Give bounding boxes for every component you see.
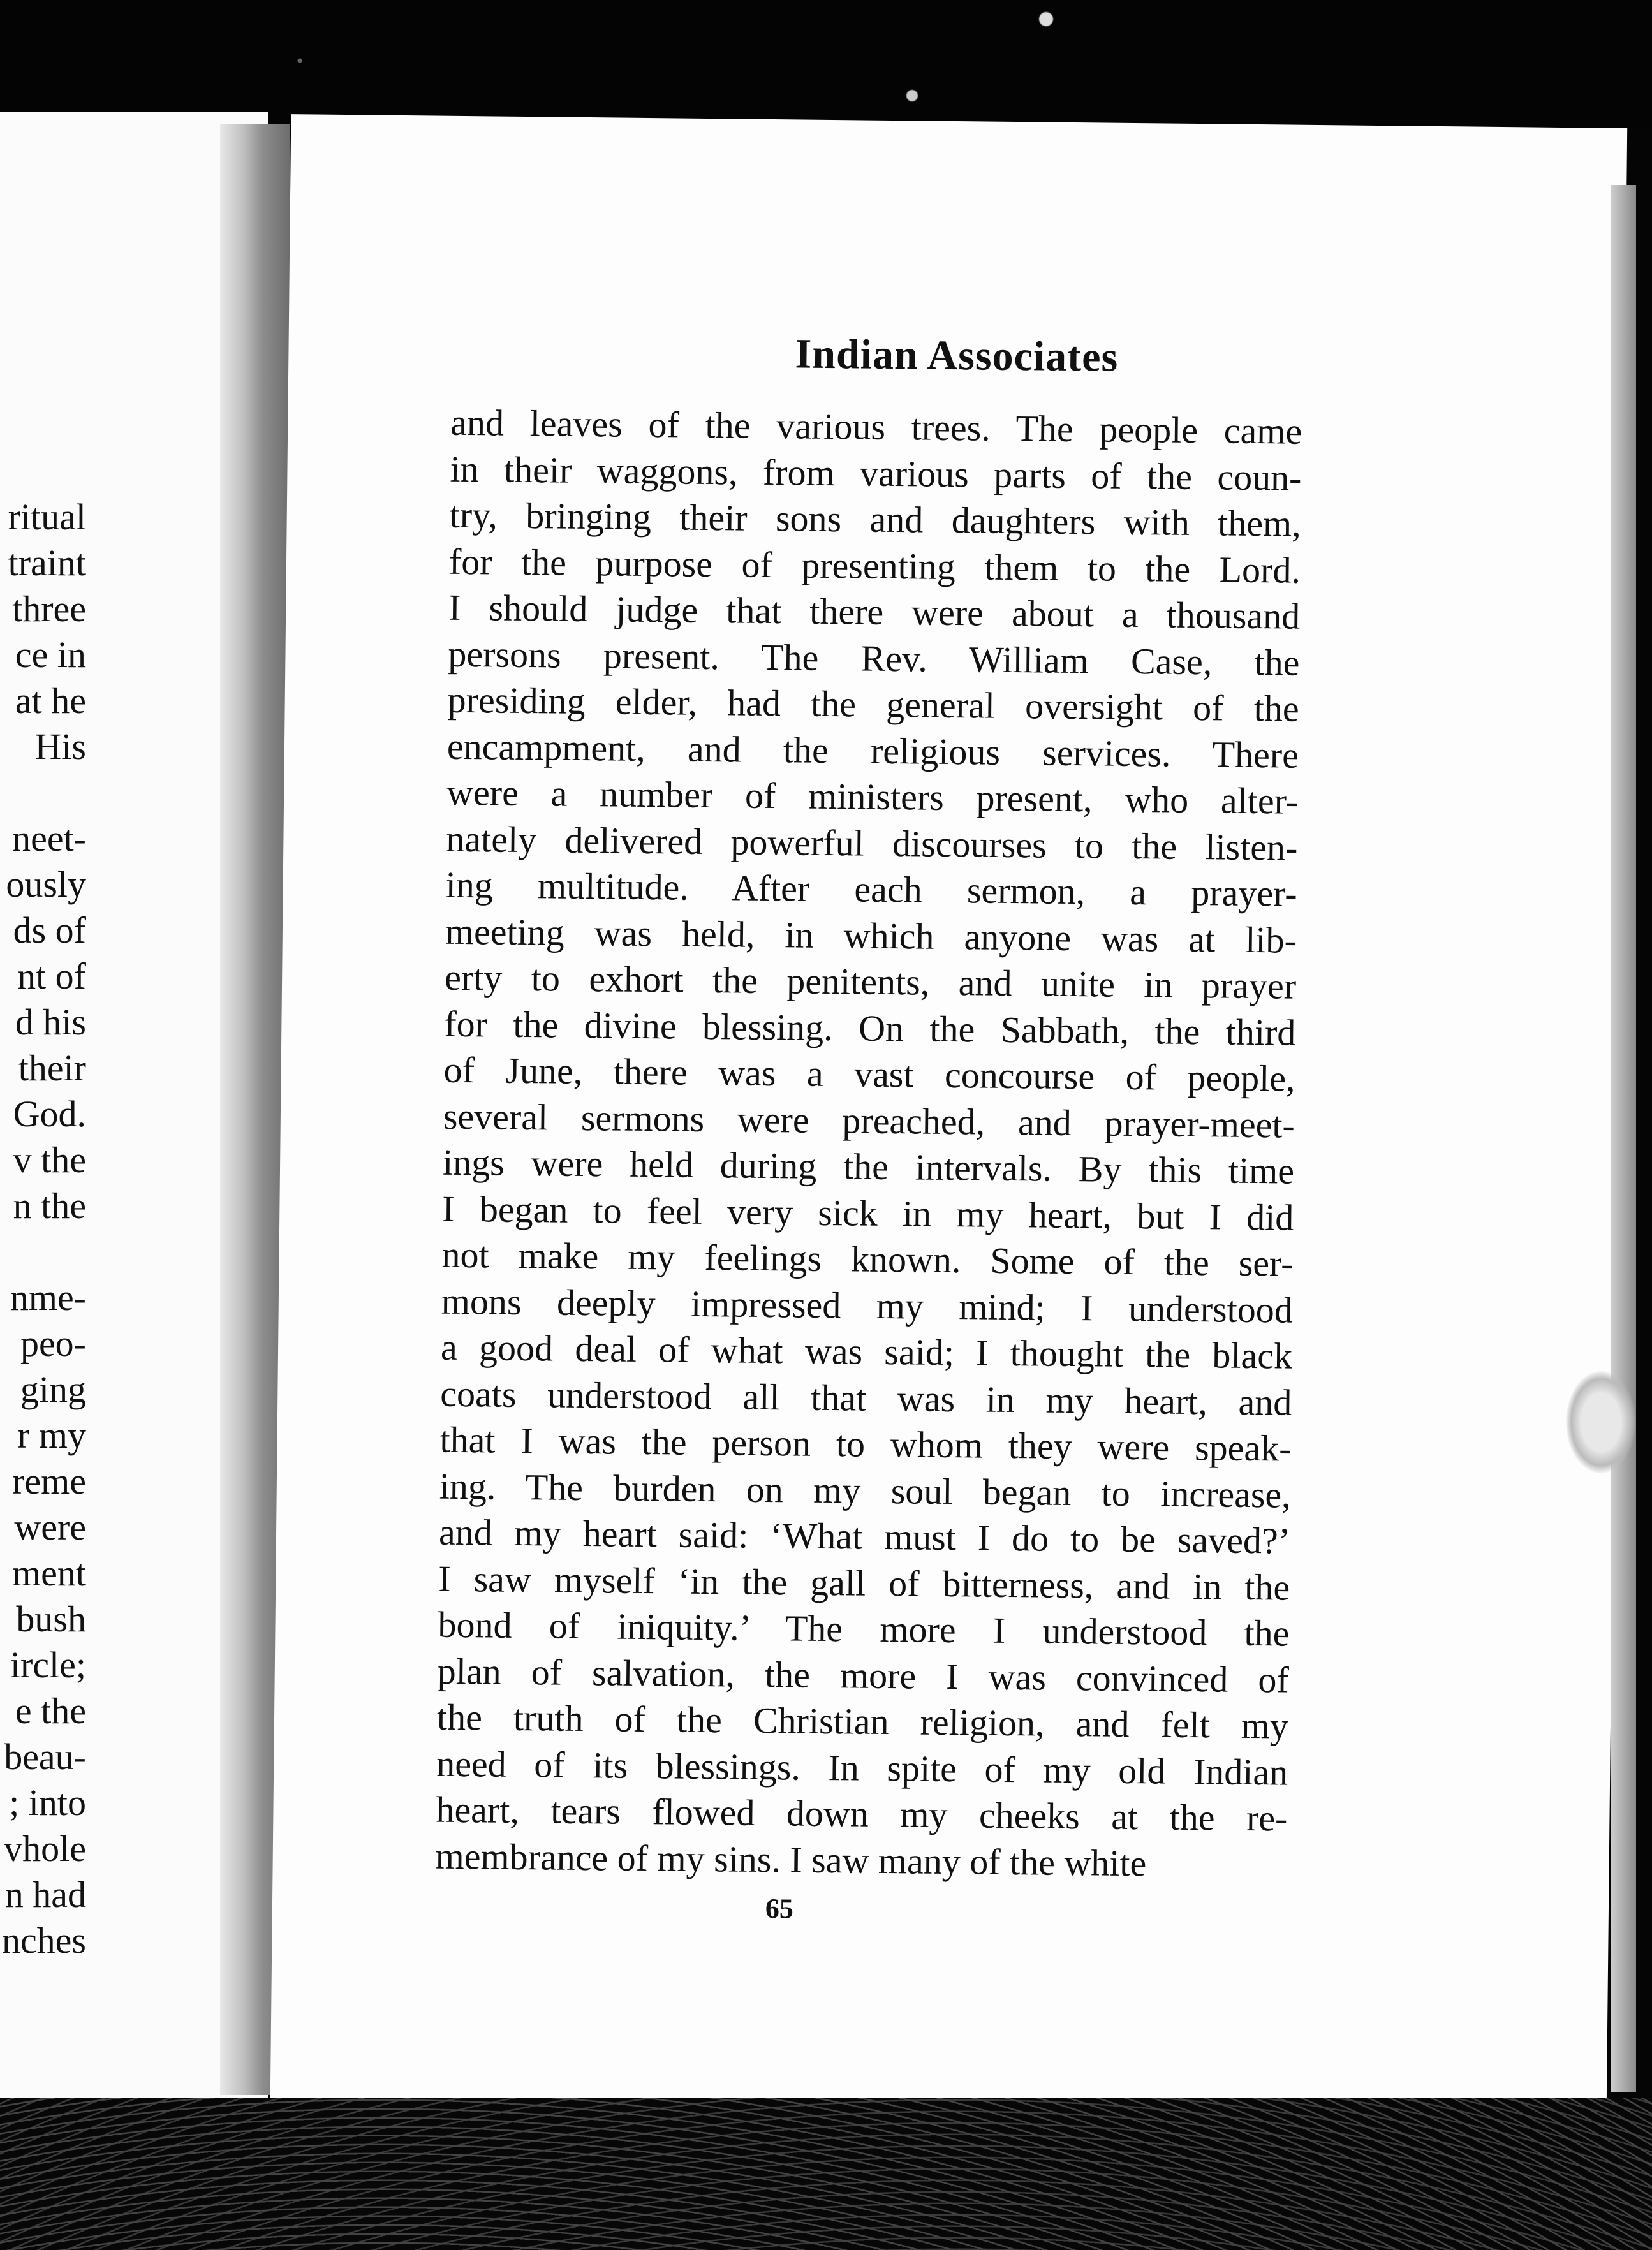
text-line: heart, tears flowed down my cheeks at the re- bbox=[436, 1788, 1288, 1839]
left-page-line: ce in bbox=[15, 634, 86, 675]
text-line: need of its blessings. In spite of my old Indian bbox=[436, 1742, 1288, 1793]
left-page-line: ging bbox=[20, 1369, 86, 1410]
page-stain bbox=[1566, 1371, 1636, 1473]
page-number: 65 bbox=[765, 1893, 794, 1925]
text-line: encampment, and the religious services. There bbox=[446, 725, 1299, 776]
text-line: a good deal of what was said; I thought the black bbox=[440, 1326, 1293, 1377]
left-page-line: three bbox=[12, 588, 86, 629]
left-page-line: beau- bbox=[4, 1736, 86, 1777]
left-page-line: ritual bbox=[8, 496, 86, 538]
left-page-line: e the bbox=[15, 1690, 86, 1732]
left-page-line: vhole bbox=[4, 1828, 86, 1869]
left-page-line bbox=[0, 770, 86, 816]
left-page-line: ; into bbox=[9, 1782, 86, 1823]
left-page-line: n the bbox=[13, 1185, 86, 1226]
text-line: were a number of ministers present, who alter- bbox=[446, 771, 1299, 822]
text-line: I began to feel very sick in my heart, but I did bbox=[442, 1188, 1294, 1239]
text-line: membrance of my sins. I saw many of the white bbox=[435, 1835, 1147, 1884]
left-page-text-fragments bbox=[0, 494, 86, 1964]
left-page-line: were bbox=[14, 1506, 86, 1548]
page-body-text bbox=[435, 400, 1302, 1888]
left-page-line: nme- bbox=[10, 1277, 86, 1318]
right-page bbox=[270, 114, 1627, 2112]
text-line: nately delivered powerful discourses to the listen- bbox=[446, 818, 1298, 869]
scan-border-top bbox=[0, 0, 1652, 128]
text-line: ings were held during the intervals. By this time bbox=[442, 1141, 1295, 1192]
text-line: I should judge that there were about a thousand bbox=[448, 586, 1301, 637]
left-page-line: His bbox=[34, 726, 86, 767]
text-line: erty to exhort the penitents, and unite in prayer bbox=[444, 956, 1297, 1007]
left-page-line: nches bbox=[1, 1920, 86, 1961]
left-page-line: traint bbox=[8, 542, 86, 584]
left-page-line: bush bbox=[16, 1598, 86, 1640]
scan-border-bottom bbox=[0, 2098, 1652, 2250]
text-line: and leaves of the various trees. The people came bbox=[450, 401, 1302, 452]
left-page-line: neet- bbox=[12, 818, 86, 859]
text-line: I saw myself ‘in the gall of bitterness, and in the bbox=[438, 1557, 1290, 1608]
left-page-line: d his bbox=[15, 1001, 86, 1043]
left-page-line: ment bbox=[12, 1552, 86, 1594]
left-page-line: peo- bbox=[20, 1323, 86, 1364]
left-page-line bbox=[0, 1229, 86, 1275]
text-line: coats understood all that was in my heart, and bbox=[440, 1372, 1292, 1423]
text-line: ing. The burden on my soul began to increase, bbox=[439, 1465, 1292, 1516]
text-line: and my heart said: ‘What must I do to be saved?’ bbox=[438, 1511, 1291, 1562]
running-head: Indian Associates bbox=[795, 330, 1119, 381]
text-line: bond of iniquity.’ The more I understood the bbox=[438, 1603, 1290, 1654]
text-line: in their waggons, from various parts of the coun- bbox=[450, 448, 1302, 499]
page-edge bbox=[1611, 185, 1636, 2092]
left-page-line: ously bbox=[6, 864, 86, 905]
text-line: mons deeply impressed my mind; I understood bbox=[441, 1280, 1294, 1331]
text-line: persons present. The Rev. William Case, the bbox=[448, 633, 1300, 684]
text-line: plan of salvation, the more I was convinced of bbox=[437, 1650, 1290, 1701]
left-page-line: v the bbox=[13, 1139, 86, 1180]
text-line: that I was the person to whom they were speak- bbox=[439, 1418, 1292, 1469]
left-page-line: ircle; bbox=[10, 1644, 86, 1686]
text-line: ing multitude. After each sermon, a prayer- bbox=[445, 864, 1297, 915]
text-line: meeting was held, in which anyone was at lib- bbox=[445, 910, 1297, 961]
text-line: for the divine blessing. On the Sabbath, the third bbox=[444, 1003, 1296, 1054]
text-line: for the purpose of presenting them to the Lord. bbox=[448, 540, 1301, 591]
text-line: several sermons were preached, and prayer-meet- bbox=[443, 1095, 1295, 1146]
left-page-line: God. bbox=[13, 1093, 86, 1135]
text-line: try, bringing their sons and daughters with them, bbox=[449, 494, 1302, 545]
text-line: not make my feelings known. Some of the ser- bbox=[441, 1233, 1294, 1284]
text-line: presiding elder, had the general oversight of the bbox=[447, 679, 1300, 730]
text-line: the truth of the Christian religion, and felt my bbox=[436, 1696, 1289, 1747]
left-page-line: at he bbox=[15, 680, 86, 721]
text-line: of June, there was a vast concourse of people, bbox=[443, 1048, 1295, 1099]
left-page-line: n had bbox=[4, 1874, 86, 1915]
left-page-line: ds of bbox=[13, 909, 86, 951]
left-page-line: reme bbox=[12, 1460, 86, 1502]
left-page-line: r my bbox=[17, 1415, 86, 1456]
left-page-line: their bbox=[18, 1047, 86, 1089]
left-page-line: nt of bbox=[17, 955, 86, 997]
